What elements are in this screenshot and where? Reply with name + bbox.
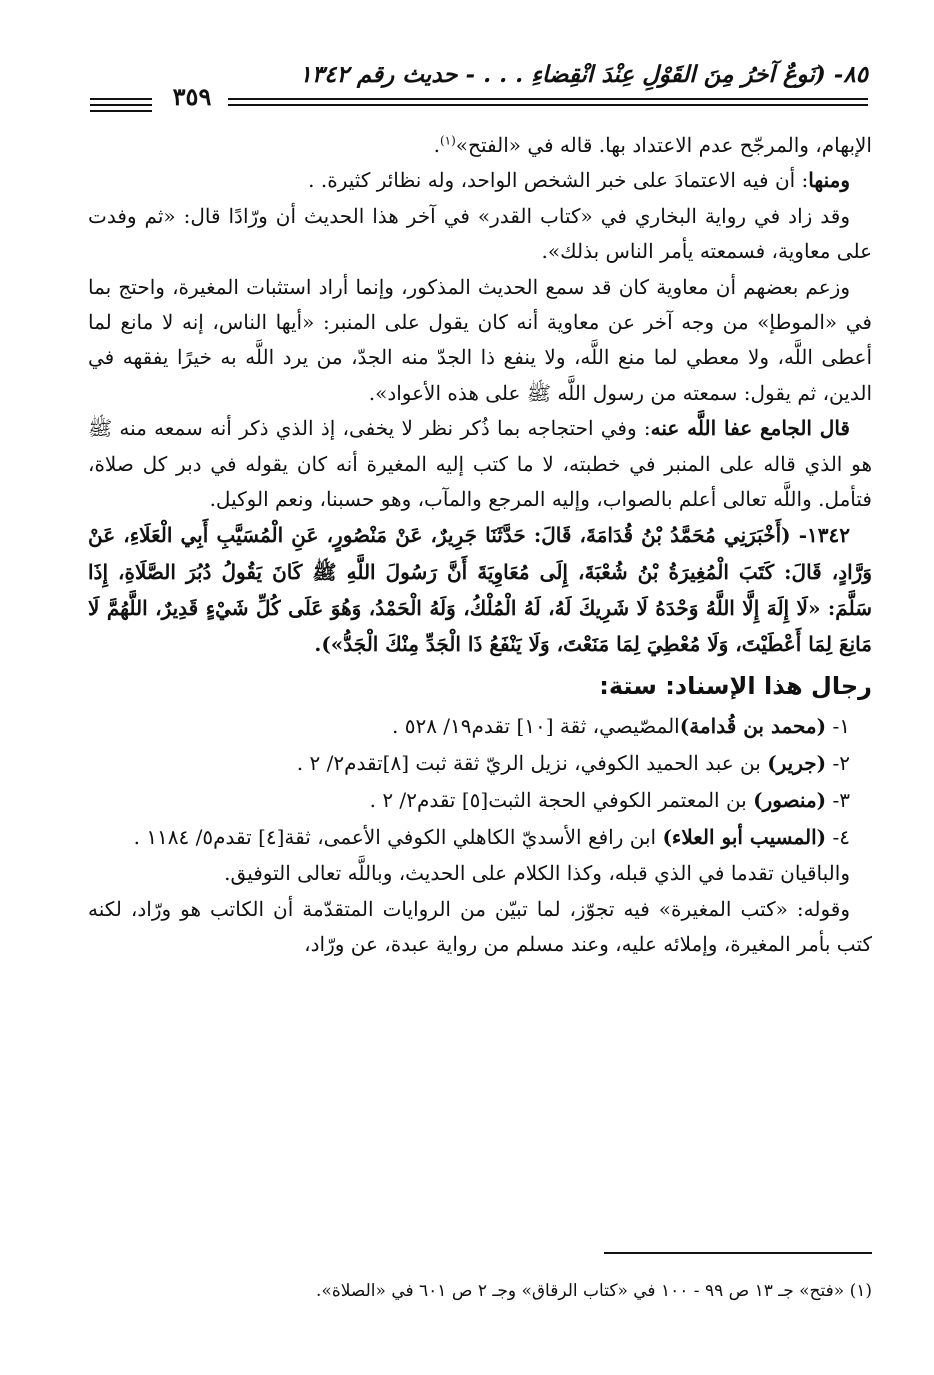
footnote-divider [604, 1252, 872, 1254]
page-number: ٣٥٩ [172, 82, 212, 111]
running-title: ٨٥- (نَوعٌ آخرُ مِنَ القَوْلِ عِنْدَ انْقِضاءِ . . . - حديث رقم ١٣٤٢ [299, 61, 868, 88]
section-heading: رجال هذا الإسناد: ستة: [599, 672, 872, 701]
narrator-item-1 [88, 708, 872, 745]
paragraph-qawluhu: وقوله: «كتب المغيرة» فيه تجوّز، لما تبيّن من الروايات المتقدّمة أن الكاتب هو ورّاد، لكنه كتب بأمر المغيرة، وإملائه عليه، وعند مسلم من رواية عبدة، عن ورّاد، [88, 896, 872, 957]
paragraph-lead: ومنها [808, 168, 850, 193]
narrator-item-3 [88, 782, 872, 819]
page-number-rule-2 [90, 104, 152, 106]
footnote-marker[interactable]: (١) [439, 133, 456, 148]
paragraph-minha [88, 163, 872, 198]
paragraph-baqiyan: والباقيان تقدما في الذي قبله، وكذا الكلام على الحديث، وباللَّه تعالى التوفيق. [224, 861, 850, 886]
header-rule-top [228, 98, 868, 100]
narrator-number: ٣- [826, 788, 850, 813]
paragraph-text: الإبهام، والمرجّح عدم الاعتداد بها. قاله في «الفتح» [455, 133, 872, 157]
paragraph-text: : وفي احتجاجه بما ذُكر نظر لا يخفى، إذ الذي ذكر أنه سمعه منه ﷺ هو الذي قاله على المنبر في خطبته، لا ما كتب إليه المغيرة أنه كان يقوله في دبر كل صلاة، فتأمل. واللَّه تعالى أعلم بالصواب، وإليه المرجع والمآب، وهو حسبنا، ونعم الوكيل. [88, 416, 872, 512]
header-rule-bottom [228, 104, 868, 106]
narrator-name: (جرير) [767, 751, 827, 776]
hadith-text: ١٣٤٢- (أَخْبَرَنِي مُحَمَّدُ بْنُ قُدَامَةَ، قَالَ: حَدَّثَنَا جَرِيرٌ، عَنْ مَنْصُورٍ، عَنِ الْمُسَيَّبِ أَبِي الْعَلَاءِ، عَنْ وَرَّادٍ، قَالَ: كَتَبَ الْمُغِيرَةُ بْنُ شُعْبَةَ، إِلَى مُعَاوِيَةَ أَنَّ رَسُولَ اللَّهِ ﷺ كَانَ يَقُولُ دُبُرَ الصَّلَاةِ، إِذَا سَلَّمَ: «لَا إِلَهَ إِلَّا اللَّهُ وَحْدَهُ لَا شَرِيكَ لَهُ، لَهُ الْمُلْكُ، وَلَهُ الْحَمْدُ، وَهُوَ عَلَى كُلِّ شَيْءٍ قَدِيرٌ، اللَّهُمَّ لَا مَانِعَ لِمَا أَعْطَيْتَ، وَلَا مُعْطِيَ لِمَا مَنَعْتَ، وَلَا يَنْفَعُ ذَا الْجَدِّ مِنْكَ الْجَدُّ»). [88, 523, 872, 657]
main-text [88, 128, 872, 963]
narrator-item-4 [88, 819, 872, 856]
narrator-name: (منصور) [753, 788, 827, 813]
page-number-rule-3 [90, 110, 152, 112]
paragraph-ibham [88, 128, 872, 163]
narrator-name: (المسيب أبو العلاء) [662, 825, 827, 850]
footnote: (١) «فتح» جـ ١٣ ص ٩٩ - ١٠٠ في «كتاب الرقاق» وجـ ٢ ص ٦٠١ في «الصلاة». [316, 1281, 872, 1301]
narrator-number: ٤- [826, 825, 850, 850]
paragraph-bukhari: وقد زاد في رواية البخاري في «كتاب القدر» في آخر هذا الحديث أن ورّادًا قال: «ثم وفدت على معاوية، فسمعته يأمر الناس بذلك». [88, 203, 872, 264]
paragraph-jami [88, 411, 872, 517]
paragraph-muawiya: وزعم بعضهم أن معاوية كان قد سمع الحديث المذكور، وإنما أراد استثبات المغيرة، واحتج بما في «الموطإ» من وجه آخر عن معاوية أنه كان يقول على المنبر: «أيها الناس، إنه لا مانع لما أعطى اللَّه، ولا معطي لما منع اللَّه، ولا ينفع ذا الجدّ منه الجدّ، من يرد اللَّه به خيرًا يفقهه في الدين، ثم يقول: سمعته من رسول اللَّه ﷺ على هذه الأعواد». [88, 274, 872, 405]
page-number-rule-1 [90, 98, 152, 100]
narrator-details: بن المعتمر الكوفي الحجة الثبت[٥] تقدم٢/ ٢ . [369, 788, 754, 813]
narrator-details: ابن رافع الأسديّ الكاهلي الكوفي الأعمى، ثقة[٤] تقدم٥/ ١١٨٤ . [133, 825, 663, 850]
paragraph-lead: قال الجامع عفا اللَّه عنه [650, 416, 850, 441]
narrator-number: ٢- [826, 751, 850, 776]
paragraph-text: : أن فيه الاعتمادَ على خبر الشخص الواحد، وله نظائر كثيرة. . [308, 168, 809, 193]
narrator-details: المصّيصي، ثقة [١٠] تقدم١٩/ ٥٢٨ . [391, 714, 680, 739]
narrator-number: ١- [826, 714, 850, 739]
paragraph-end: . [433, 133, 440, 157]
narrator-item-2 [88, 745, 872, 782]
narrator-details: بن عبد الحميد الكوفي، نزيل الريّ ثقة ثبت [٨]تقدم٢/ ٢ . [296, 751, 768, 776]
narrator-name: (محمد بن قُدامة) [679, 714, 827, 739]
